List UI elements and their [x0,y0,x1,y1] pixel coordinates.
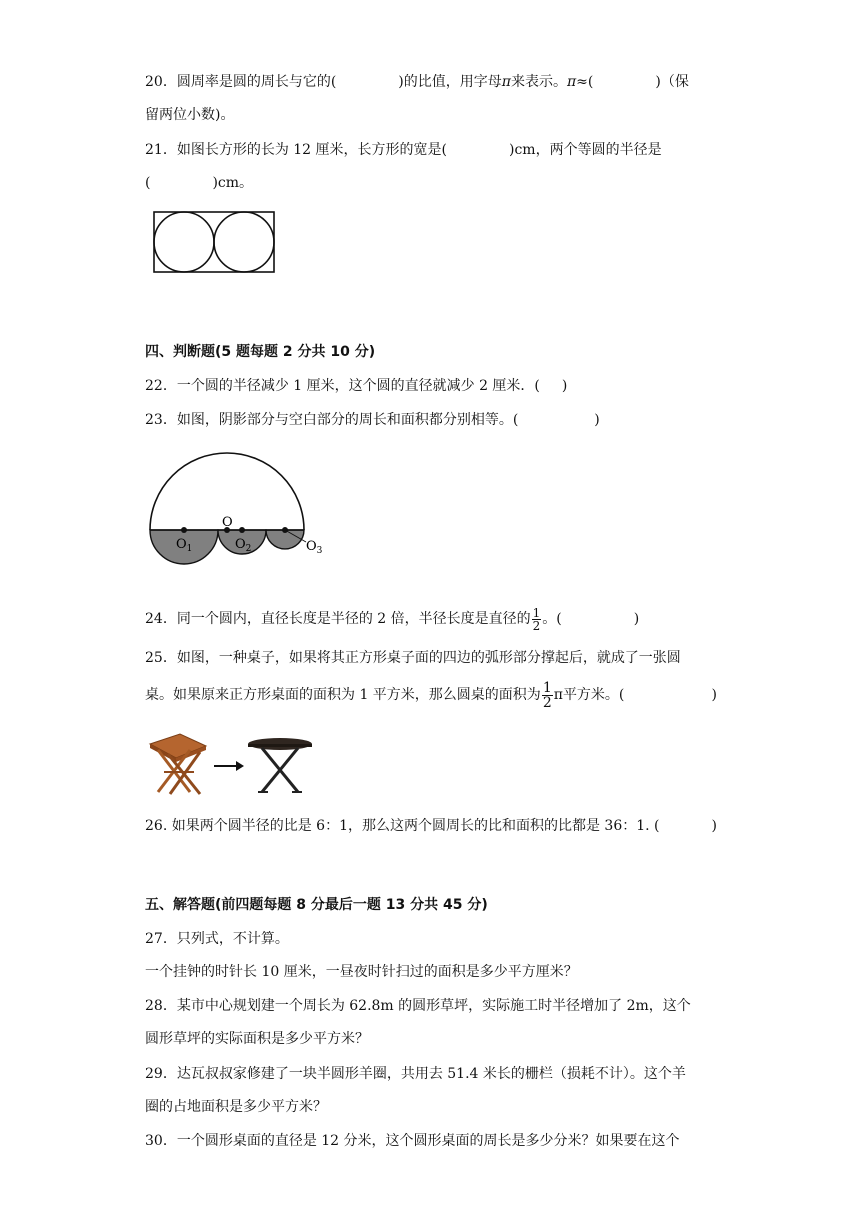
q20-line2: 留两位小数)。 [145,107,235,123]
table-transform-figure [146,728,316,800]
section4-title: 四、判断题(5 题每题 2 分共 10 分) [145,344,376,360]
label-o1: $O_1$ [176,537,193,554]
round-table-image [248,738,312,792]
q29-line1: 29．达瓦叔叔家修建了一块半圆形羊圈，共用去 51.4 米长的栅栏（损耗不计）。这个羊 [145,1066,686,1082]
left-circle [154,212,214,272]
label-o: O [222,515,233,530]
q22-line: 22．一个圆的半径减少 1 厘米，这个圆的直径就减少 2 厘米．( ) [145,378,568,394]
q29-line2: 圈的占地面积是多少平方米？ [145,1099,327,1115]
q21-line1: 21．如图长方形的长为 12 厘米，长方形的宽是( )cm，两个等圆的半径是 [145,142,662,158]
q28-line1: 28．某市中心规划建一个周长为 62.8m 的圆形草坪，实际施工时半径增加了 2m，这个 [145,998,691,1014]
square-table-image [150,734,206,794]
q21-line2: ( )cm。 [145,175,254,191]
q27-line1: 27．只列式，不计算。 [145,931,289,947]
q27-line2: 一个挂钟的时针长 10 厘米，一昼夜时针扫过的面积是多少平方厘米？ [145,964,578,980]
q28-line2: 圆形草坪的实际面积是多少平方米？ [145,1031,369,1047]
fraction-one-half: $\frac{1}{2}$ [532,605,541,633]
semicircle-figure [146,450,336,570]
q25-line1: 25．如图，一种桌子，如果将其正方形桌子面的四边的弧形部分撑起后，就成了一张圆 [145,650,681,666]
q30-line1: 30．一个圆形桌面的直径是 12 分米，这个圆形桌面的周长是多少分米？如果要在这个 [145,1133,680,1149]
fraction-one-half: $\frac{1}{2}$ [542,679,552,711]
q23-line: 23．如图，阴影部分与空白部分的周长和面积都分别相等。( ) [145,412,600,428]
rectangle-two-circles-figure [152,210,276,274]
q26-line: 26. 如果两个圆半径的比是 6：1，那么这两个圆周长的比和面积的比都是 36：1. ( ) [145,818,717,834]
label-o3: $O_3$ [306,539,323,556]
point-o1 [181,527,187,533]
section5-title: 五、解答题(前四题每题 8 分最后一题 13 分共 45 分) [145,897,488,913]
arrow-right-icon [214,761,244,771]
q25-line2: 桌。如果原来正方形桌面的面积为 1 平方米，那么圆桌的面积为 $\frac{1}{2}$ π平方米。( ) [145,679,717,711]
q24-line: 24．同一个圆内，直径长度是半径的 2 倍，半径长度是直径的 $\frac{1}{2}$ 。( ) [145,605,640,633]
q20-line1: 20．圆周率是圆的周长与它的( )的比值，用字母π来表示。π≈( )（保 [145,74,689,90]
right-circle [214,212,274,272]
label-o2: $O_2$ [235,537,252,554]
point-o2 [239,527,245,533]
